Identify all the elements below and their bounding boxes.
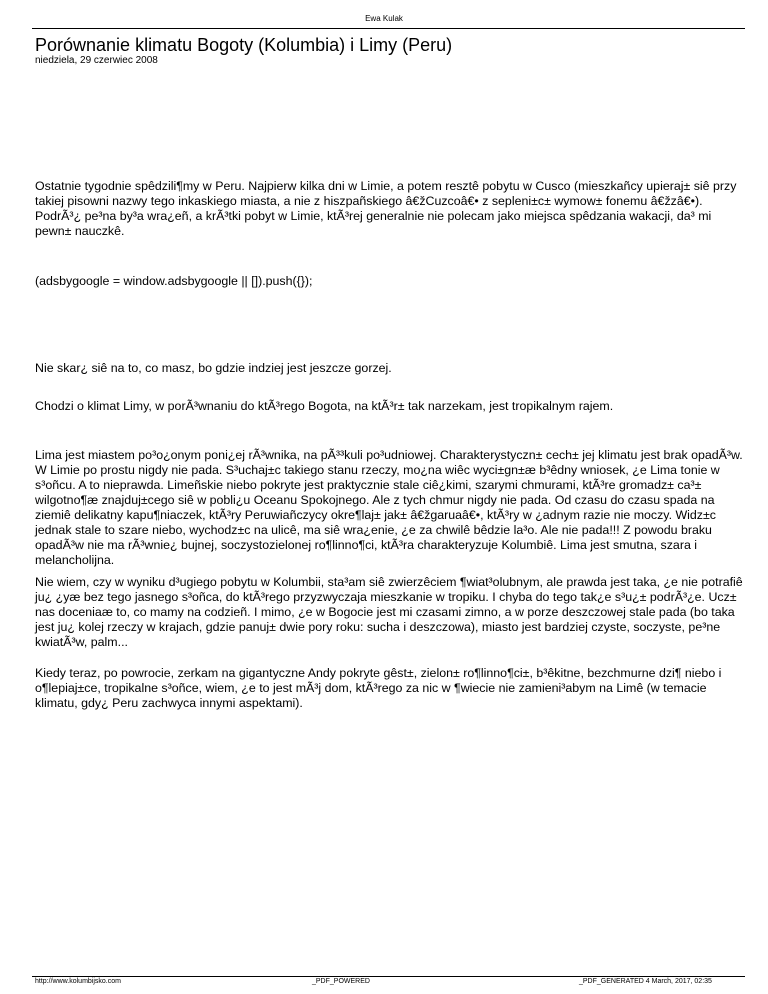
footer-generated: _PDF_GENERATED 4 March, 2017, 02:35	[579, 978, 712, 985]
article-paragraph-proverb: Nie skar¿ siê na to, co masz, bo gdzie indziej jest jeszcze gorzej.	[35, 361, 392, 375]
header-divider	[32, 28, 745, 29]
footer-powered: _PDF_POWERED	[312, 978, 370, 985]
article-paragraph-intro: Ostatnie tygodnie spêdzili¶my w Peru. Najpierw kilka dni w Limie, a potem resztê pobytu w Cusco (mieszkañcy upieraj± siê przy takiej pisowni nazwy tego inkaskiego miasta, a nie z hiszpañskiego â€žCuzcoâ€• z sepleni±c± wymow± fonemu â€žzâ€•). PodrÃ³¿ pe³na by³a wra¿eñ, a krÃ³tki pobyt w Limie, ktÃ³rej generalnie nie polecam jako miejsca spêdzania wakacji, da³ mi pewn± nauczkê.	[35, 179, 737, 238]
header-author: Ewa Kulak	[365, 14, 403, 23]
footer-url[interactable]: http://www.kolumbijsko.com	[35, 978, 121, 985]
article-paragraph-colombia-sun: Nie wiem, czy w wyniku d³ugiego pobytu w Kolumbii, sta³am siê zwierzêciem ¶wiat³olubnym, ale prawda jest taka, ¿e nie potrafiê ju¿ ¿yæ bez tego jasnego s³oñca, do ktÃ³rego przyzwyczaja mieszkanie w tropiku. I chyba do tego tak¿e s³u¿± podrÃ³¿e. Ucz± nas doceniaæ to, co mamy na codzieñ. I mimo, ¿e w Bogocie jest mi czasami zimno, a w porze deszczowej stale pada (bo taka jest ju¿ kolej rzeczy w krajach, gdzie panuj± dwie pory roku: sucha i deszczowa), miasto jest bardziej czyste, soczyste, pe³ne kwiatÃ³w, palm...	[35, 575, 743, 649]
article-paragraph-lima-climate: Lima jest miastem po³o¿onym poni¿ej rÃ³wnika, na pÃ³³kuli po³udniowej. Charakterystyczn± cech± jej klimatu jest brak opadÃ³w. W Limie po prostu nigdy nie pada. S³uchaj±c takiego stanu rzeczy, mo¿na wiêc wyci±gn±æ b³êdny wniosek, ¿e Lima tonie w s³oñcu. A to nieprawda. Limeñskie niebo pokryte jest praktycznie stale ciê¿kimi, szarymi chmurami, ktÃ³re gromadz± ca³± wilgotno¶æ znajduj±cego siê w pobli¿u Oceanu Spokojnego. Ale z tych chmur nigdy nie pada. Od czasu do czasu spada na ziemiê delikatny kapu¶niaczek, ktÃ³ry Peruwiañczycy okre¶laj± jak± â€žgaruaâ€•, ktÃ³ry w ¿adnym razie nie moczy. Widz±c jednak stale to szare niebo, wychodz±c na ulicê, ma siê wra¿enie, ¿e za chwilê bêdzie la³o. Ale nie pada!!! Z powodu braku opadÃ³w nie ma rÃ³wnie¿ bujnej, soczystozielonej ro¶linno¶ci, ktÃ³ra charakteryzuje Kolumbiê. Lima jest smutna, szara i melancholijna.	[35, 448, 743, 567]
footer-divider	[32, 976, 745, 977]
article-paragraph-lima-vs-bogota: Chodzi o klimat Limy, w porÃ³wnaniu do ktÃ³rego Bogota, na ktÃ³r± tak narzekam, jest tropikalnym rajem.	[35, 399, 614, 413]
article-paragraph-conclusion: Kiedy teraz, po powrocie, zerkam na gigantyczne Andy pokryte gêst±, zielon± ro¶linno¶ci±, b³êkitne, bezchmurne dzi¶ niebo i o¶lepiaj±ce, tropikalne s³oñce, wiem, ¿e to jest mÃ³j dom, ktÃ³rego za nic w ¶wiecie nie zamieni³abym na Limê (w temacie klimatu, gdy¿ Peru zachwyca innymi aspektami).	[35, 666, 722, 710]
article-date: niedziela, 29 czerwiec 2008	[35, 55, 158, 66]
article-title: Porównanie klimatu Bogoty (Kolumbia) i Limy (Peru)	[35, 35, 453, 55]
article-paragraph-ad-script: (adsbygoogle = window.adsbygoogle || []).push({});	[35, 274, 313, 288]
